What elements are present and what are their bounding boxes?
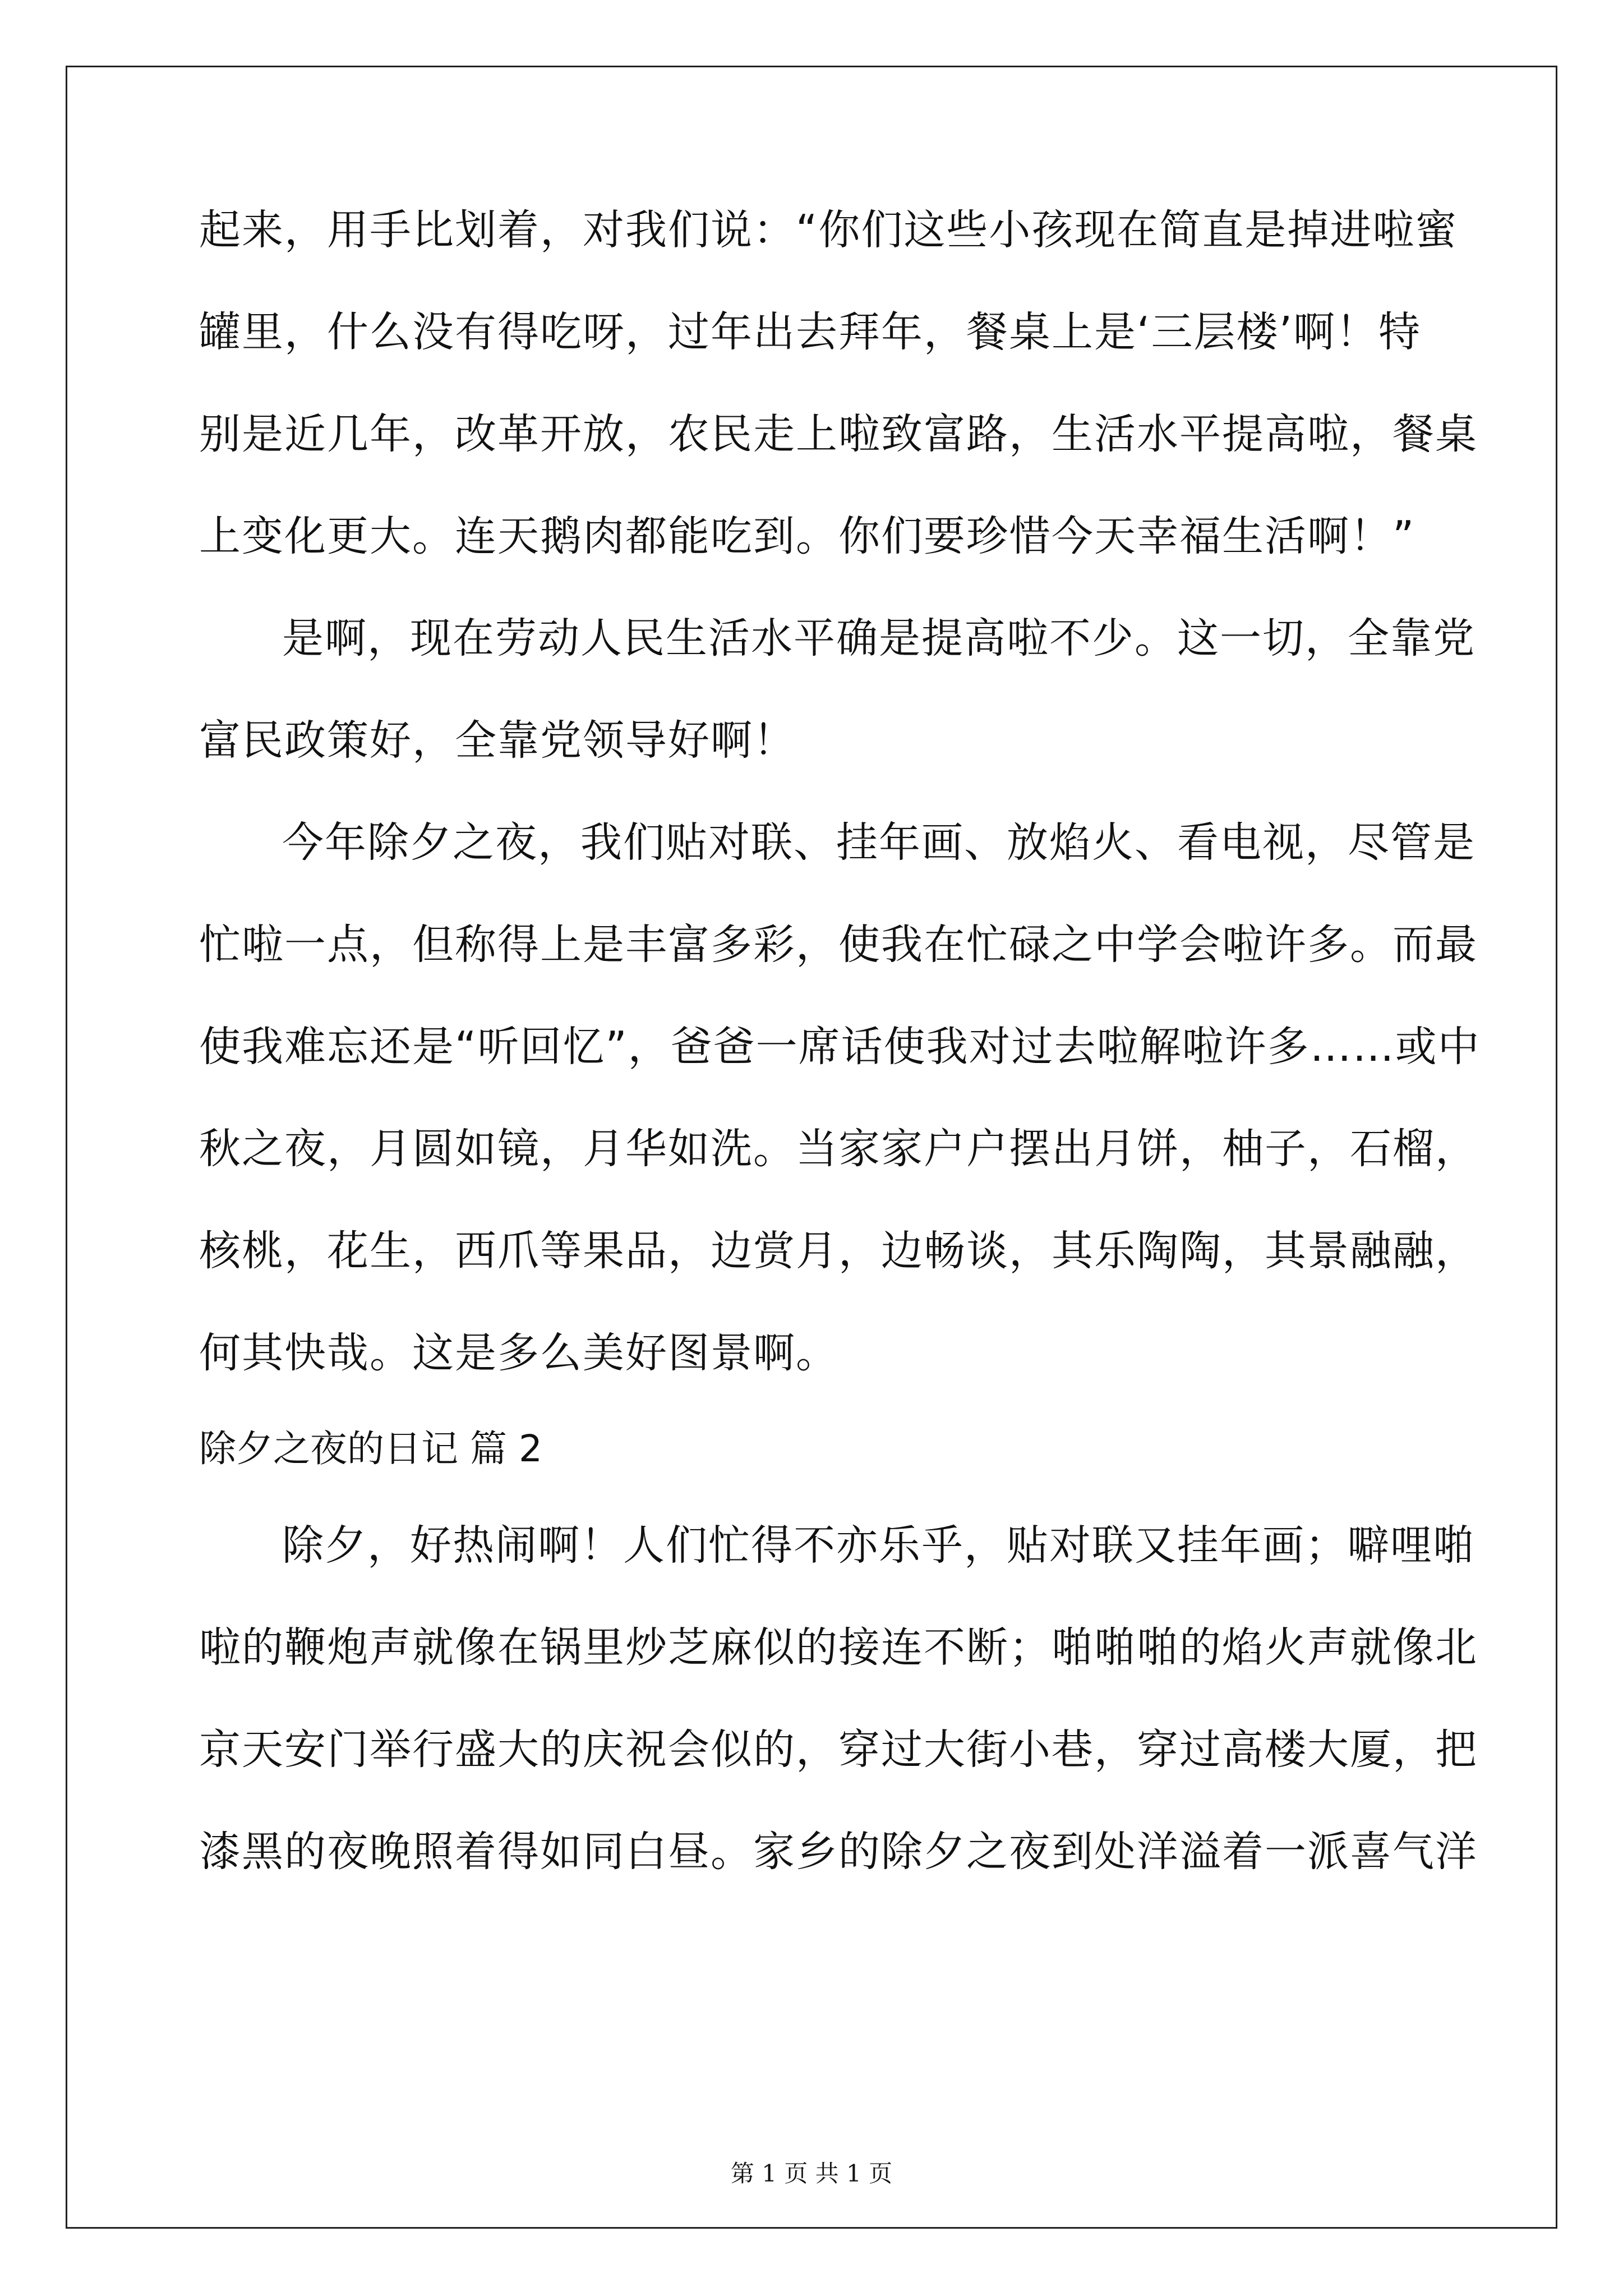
text-line: 秋之夜，月圆如镜，月华如洗。当家家户户摆出月饼，柚子，石榴， xyxy=(199,1125,1478,1173)
text-line: 京天安门举行盛大的庆祝会似的，穿过大街小巷，穿过高楼大厦，把 xyxy=(199,1726,1478,1774)
text-line: 富民政策好，全靠党领导好啊！ xyxy=(199,716,796,765)
paragraph-start-line: 除夕，好热闹啊！人们忙得不亦乐乎，贴对联又挂年画；噼哩啪 xyxy=(282,1521,1476,1570)
text-line: 啦的鞭炮声就像在锅里炒芝麻似的接连不断；啪啪啪的焰火声就像北 xyxy=(199,1623,1478,1672)
text-line: 别是近几年，改革开放，农民走上啦致富路，生活水平提高啦，餐桌 xyxy=(199,410,1478,458)
text-line: 起来，用手比划着，对我们说：“你们这些小孩现在简直是掉进啦蜜 xyxy=(199,206,1458,254)
text-line: 罐里，什么没有得吃呀，过年出去拜年，餐桌上是‘三层楼’啊！特 xyxy=(199,308,1422,356)
text-line: 使我难忘还是“听回忆”，爸爸一席话使我对过去啦解啦许多……或中 xyxy=(199,1023,1481,1071)
text-line: 漆黑的夜晚照着得如同白昼。家乡的除夕之夜到处洋溢着一派喜气洋 xyxy=(199,1828,1478,1876)
text-line: 何其快哉。这是多么美好图景啊。 xyxy=(199,1329,838,1377)
text-line: 核桃，花生，西爪等果品，边赏月，边畅谈，其乐陶陶，其景融融， xyxy=(199,1227,1478,1275)
text-line: 上变化更大。连天鹅肉都能吃到。你们要珍惜今天幸福生活啊！” xyxy=(199,512,1415,560)
page-footer: 第 1 页 共 1 页 xyxy=(730,2160,893,2187)
text-line: 忙啦一点，但称得上是丰富多彩，使我在忙碌之中学会啦许多。而最 xyxy=(199,921,1478,969)
paragraph-start-line: 是啊，现在劳动人民生活水平确是提高啦不少。这一切，全靠党 xyxy=(282,614,1476,662)
section-heading: 除夕之夜的日记 篇 2 xyxy=(199,1427,542,1470)
paragraph-start-line: 今年除夕之夜，我们贴对联、挂年画、放焰火、看电视，尽管是 xyxy=(282,818,1476,867)
